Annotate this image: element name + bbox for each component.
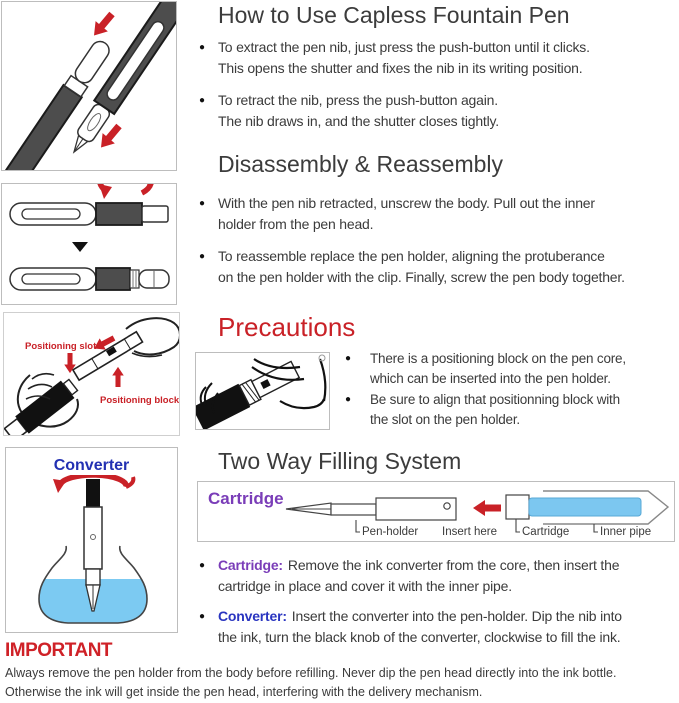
press-button-illustration	[1, 1, 177, 171]
bullet-dot: ●	[199, 560, 206, 571]
disassembly-bullet-1: ● With the pen nib retracted, unscrew the body. Pull out the inner holder from the pen head.	[199, 193, 595, 235]
howto-bullet-1: ● To extract the pen nib, just press the push-button until it clicks. This opens the shutter and fixes the nib in its writing position.	[199, 37, 590, 79]
precautions-bullet-1: ● There is a positioning block on the pen core, which can be inserted into the pen holder.	[345, 349, 626, 388]
howto-bullet-2: ● To retract the nib, press the push-button again. The nib draws in, and the shutter closes tightly.	[199, 90, 499, 132]
press-button-drawing	[2, 2, 176, 170]
disassembly-title: Disassembly & Reassembly	[218, 151, 504, 177]
cartridge-bullet: ● Cartridge: Remove the ink converter from the core, then insert the cartridge in place and cover it with the inner pipe.	[199, 555, 619, 597]
insert-arrow-icon	[473, 500, 501, 516]
press-arrow-icon	[88, 9, 118, 41]
precautions-title: Precautions	[218, 312, 356, 342]
positioning-block-label: Positioning block	[100, 395, 179, 406]
important-title: IMPORTANT	[5, 640, 113, 661]
down-triangle-icon	[72, 242, 88, 252]
bullet-dot: ●	[345, 394, 352, 405]
bullet-dot: ●	[345, 353, 352, 364]
inner-pipe-label: Inner pipe	[600, 526, 652, 538]
positioning-illustration	[3, 312, 180, 436]
unscrew-drawing	[2, 184, 176, 304]
bullet-dot: ●	[199, 42, 206, 53]
precautions-illustration	[195, 352, 330, 430]
cartridge-lead: Cartridge:	[218, 557, 283, 573]
cartridge-label: Cartridge	[522, 526, 570, 538]
unscrew-illustration	[1, 183, 177, 305]
cartridge-diagram-title: Cartridge	[208, 489, 284, 508]
bullet-dot: ●	[199, 95, 206, 106]
cartridge-drawing	[198, 482, 674, 541]
filling-title: Two Way Filling System	[218, 448, 462, 474]
bullet-dot: ●	[199, 251, 206, 262]
converter-title: Converter	[53, 457, 130, 474]
cartridge-diagram	[197, 481, 675, 542]
cartridge-tube	[529, 498, 641, 516]
converter-lead: Converter:	[218, 608, 287, 624]
block-arrow-icon	[112, 367, 124, 387]
important-line-2: Otherwise the ink will get inside the pen head, interfering with the delivery mechanism.	[5, 685, 483, 699]
pen-holder-label: Pen-holder	[362, 526, 419, 538]
precautions-drawing	[196, 353, 329, 429]
important-line-1: Always remove the pen holder from the body before refilling. Never dip the pen head directly into the ink bottle.	[5, 666, 617, 680]
disassembly-bullet-2: ● To reassemble replace the pen holder, aligning the protuberance on the pen holder with the clip. Finally, screw the pen body together.	[199, 246, 625, 288]
positioning-slot-label: Positioning slot	[25, 341, 97, 352]
howto-title: How to Use Capless Fountain Pen	[218, 2, 570, 28]
converter-drawing	[6, 475, 177, 631]
bullet-dot: ●	[199, 198, 206, 209]
insert-here-label: Insert here	[442, 526, 497, 538]
converter-bullet: ● Converter: Insert the converter into the pen-holder. Dip the nib into the ink, turn the black knob of the converter, clockwise to fill the ink.	[199, 606, 622, 648]
twist-arrow-icon	[99, 184, 152, 199]
converter-knob	[86, 479, 100, 507]
converter-illustration	[5, 447, 178, 633]
bullet-dot: ●	[199, 611, 206, 622]
precautions-bullet-2: ● Be sure to align that positionning block with the slot on the pen holder.	[345, 390, 620, 429]
positioning-drawing	[4, 313, 179, 435]
